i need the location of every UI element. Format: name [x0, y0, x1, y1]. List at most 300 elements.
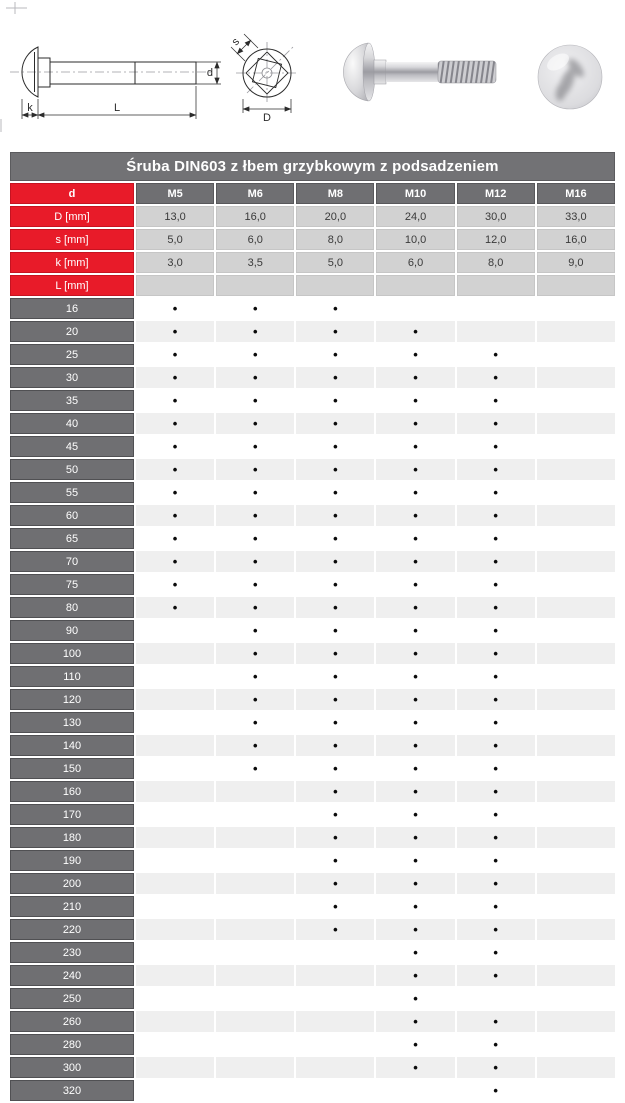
length-value-label: 90: [10, 620, 134, 641]
length-row: [10, 689, 615, 710]
length-row: [10, 1034, 615, 1055]
availability-empty: [537, 1011, 615, 1032]
availability-empty: [136, 758, 214, 779]
availability-dot: •: [296, 321, 374, 342]
dimension-row-label: k [mm]: [10, 252, 134, 273]
availability-dot: •: [136, 298, 214, 319]
availability-dot: •: [216, 574, 294, 595]
photo-square-neck: [374, 60, 386, 84]
availability-empty: [537, 758, 615, 779]
availability-dot: •: [296, 712, 374, 733]
availability-empty: [136, 896, 214, 917]
availability-dot: •: [296, 896, 374, 917]
length-value-label: 260: [10, 1011, 134, 1032]
availability-empty: [296, 1080, 374, 1101]
square-neck: [38, 58, 50, 87]
length-row: [10, 551, 615, 572]
availability-empty: [136, 735, 214, 756]
availability-dot: •: [457, 482, 535, 503]
availability-empty: [216, 988, 294, 1009]
availability-dot: •: [296, 505, 374, 526]
availability-dot: •: [216, 735, 294, 756]
availability-dot: •: [136, 551, 214, 572]
availability-dot: •: [216, 505, 294, 526]
availability-dot: •: [457, 712, 535, 733]
product-photos: [320, 0, 625, 148]
dimension-value: 16,0: [537, 229, 615, 250]
availability-empty: [537, 436, 615, 457]
length-value-label: 190: [10, 850, 134, 871]
spec-table: [8, 150, 617, 1103]
availability-dot: •: [457, 942, 535, 963]
dimension-value: 20,0: [296, 206, 374, 227]
availability-empty: [136, 643, 214, 664]
length-row: [10, 459, 615, 480]
availability-dot: •: [376, 597, 454, 618]
size-column-header: M5: [136, 183, 214, 204]
dimension-value: 6,0: [376, 252, 454, 273]
availability-empty: [296, 1034, 374, 1055]
length-row: [10, 919, 615, 940]
product-images-strip: [0, 0, 625, 148]
availability-dot: •: [457, 1057, 535, 1078]
availability-dot: •: [216, 436, 294, 457]
availability-dot: •: [457, 367, 535, 388]
availability-dot: •: [216, 666, 294, 687]
availability-dot: •: [376, 1011, 454, 1032]
availability-dot: •: [457, 896, 535, 917]
availability-dot: •: [296, 597, 374, 618]
availability-dot: •: [296, 804, 374, 825]
availability-dot: •: [376, 505, 454, 526]
availability-dot: •: [296, 919, 374, 940]
length-value-label: 250: [10, 988, 134, 1009]
length-value-label: 120: [10, 689, 134, 710]
availability-dot: •: [376, 551, 454, 572]
availability-empty: [136, 781, 214, 802]
availability-empty: [136, 712, 214, 733]
length-value-label: 200: [10, 873, 134, 894]
availability-empty: [216, 873, 294, 894]
length-value-label: 60: [10, 505, 134, 526]
availability-dot: •: [457, 666, 535, 687]
availability-dot: •: [376, 735, 454, 756]
length-row: [10, 896, 615, 917]
side-view-labels: [27, 67, 213, 114]
availability-dot: •: [296, 367, 374, 388]
availability-dot: •: [216, 390, 294, 411]
availability-empty: [537, 988, 615, 1009]
availability-empty: [537, 643, 615, 664]
availability-empty: [537, 942, 615, 963]
availability-dot: •: [457, 344, 535, 365]
length-value-label: 230: [10, 942, 134, 963]
length-unit-label: L [mm]: [10, 275, 134, 296]
dimension-value: 16,0: [216, 206, 294, 227]
dimension-value: 24,0: [376, 206, 454, 227]
bolt-shank: [50, 62, 196, 84]
dimension-value: 3,0: [136, 252, 214, 273]
availability-dot: •: [296, 827, 374, 848]
availability-dot: •: [457, 804, 535, 825]
length-row: [10, 574, 615, 595]
availability-dot: •: [216, 528, 294, 549]
availability-dot: •: [376, 1034, 454, 1055]
availability-empty: [136, 988, 214, 1009]
availability-empty: [136, 965, 214, 986]
length-value-label: 280: [10, 1034, 134, 1055]
availability-empty: [537, 781, 615, 802]
dimension-value: 5,0: [296, 252, 374, 273]
availability-empty: [136, 620, 214, 641]
length-row: [10, 758, 615, 779]
photo-shank: [386, 62, 438, 82]
bolt-side-view: [10, 47, 212, 97]
availability-dot: •: [376, 689, 454, 710]
dimension-value: 5,0: [136, 229, 214, 250]
length-value-label: 220: [10, 919, 134, 940]
availability-dot: •: [457, 390, 535, 411]
length-row: [10, 321, 615, 342]
availability-dot: •: [376, 390, 454, 411]
availability-dot: •: [136, 528, 214, 549]
length-row: [10, 413, 615, 434]
availability-dot: •: [376, 781, 454, 802]
availability-dot: •: [216, 298, 294, 319]
availability-dot: •: [136, 597, 214, 618]
availability-empty: [216, 919, 294, 940]
availability-dot: •: [457, 528, 535, 549]
dimension-row: [10, 252, 615, 273]
availability-empty: [537, 574, 615, 595]
availability-dot: •: [216, 689, 294, 710]
availability-empty: [136, 1080, 214, 1101]
availability-dot: •: [216, 459, 294, 480]
availability-dot: •: [216, 712, 294, 733]
availability-dot: •: [376, 896, 454, 917]
dimension-value: 6,0: [216, 229, 294, 250]
availability-empty: [136, 804, 214, 825]
availability-dot: •: [457, 1011, 535, 1032]
bolt-head-photo: [538, 45, 602, 109]
length-row: [10, 942, 615, 963]
availability-empty: [537, 712, 615, 733]
availability-dot: •: [376, 367, 454, 388]
length-value-label: 140: [10, 735, 134, 756]
length-value-label: 300: [10, 1057, 134, 1078]
availability-dot: •: [296, 344, 374, 365]
availability-dot: •: [457, 643, 535, 664]
availability-dot: •: [216, 597, 294, 618]
availability-dot: •: [296, 459, 374, 480]
availability-empty: [136, 1057, 214, 1078]
availability-dot: •: [136, 413, 214, 434]
length-row: [10, 298, 615, 319]
dimension-value: 8,0: [296, 229, 374, 250]
availability-empty: [537, 482, 615, 503]
dimension-value: 33,0: [537, 206, 615, 227]
availability-dot: •: [376, 321, 454, 342]
availability-dot: •: [216, 367, 294, 388]
availability-dot: •: [376, 344, 454, 365]
availability-empty: [296, 988, 374, 1009]
availability-dot: •: [376, 827, 454, 848]
length-row: [10, 804, 615, 825]
availability-dot: •: [376, 1057, 454, 1078]
availability-empty: [537, 390, 615, 411]
availability-empty: [457, 298, 535, 319]
availability-empty: [537, 344, 615, 365]
availability-dot: •: [296, 482, 374, 503]
availability-dot: •: [376, 482, 454, 503]
availability-empty: [537, 965, 615, 986]
availability-empty: [537, 459, 615, 480]
availability-dot: •: [296, 551, 374, 572]
availability-dot: •: [457, 827, 535, 848]
availability-empty: [296, 1057, 374, 1078]
availability-dot: •: [376, 919, 454, 940]
availability-empty: [537, 528, 615, 549]
availability-dot: •: [376, 643, 454, 664]
length-row: [10, 712, 615, 733]
length-value-label: 80: [10, 597, 134, 618]
length-value-label: 16: [10, 298, 134, 319]
availability-dot: •: [376, 850, 454, 871]
availability-empty: [537, 620, 615, 641]
length-row: [10, 482, 615, 503]
availability-empty: [216, 942, 294, 963]
length-value-label: 130: [10, 712, 134, 733]
availability-empty: [296, 965, 374, 986]
length-unit-empty-cell: [136, 275, 214, 296]
availability-dot: •: [216, 482, 294, 503]
size-column-header: M6: [216, 183, 294, 204]
availability-empty: [136, 1034, 214, 1055]
availability-empty: [457, 321, 535, 342]
availability-dot: •: [457, 781, 535, 802]
availability-empty: [537, 896, 615, 917]
availability-dot: •: [376, 666, 454, 687]
availability-dot: •: [457, 551, 535, 572]
availability-dot: •: [457, 436, 535, 457]
availability-dot: •: [376, 988, 454, 1009]
availability-empty: [376, 1080, 454, 1101]
availability-dot: •: [136, 321, 214, 342]
availability-empty: [537, 413, 615, 434]
availability-dot: •: [136, 390, 214, 411]
dimension-row-label: s [mm]: [10, 229, 134, 250]
availability-dot: •: [376, 758, 454, 779]
size-column-header: M16: [537, 183, 615, 204]
length-value-label: 240: [10, 965, 134, 986]
frame-corner-marks: [1, 2, 27, 132]
dimension-value: 12,0: [457, 229, 535, 250]
availability-dot: •: [376, 413, 454, 434]
availability-dot: •: [216, 643, 294, 664]
availability-empty: [537, 919, 615, 940]
availability-dot: •: [296, 781, 374, 802]
availability-dot: •: [457, 459, 535, 480]
length-row: [10, 666, 615, 687]
availability-empty: [136, 942, 214, 963]
length-row: [10, 436, 615, 457]
dimension-value: 9,0: [537, 252, 615, 273]
length-row: [10, 597, 615, 618]
availability-dot: •: [296, 735, 374, 756]
availability-dot: •: [136, 482, 214, 503]
availability-empty: [537, 505, 615, 526]
photo-head-brim: [363, 43, 375, 101]
availability-dot: •: [376, 436, 454, 457]
length-value-label: 70: [10, 551, 134, 572]
availability-dot: •: [457, 965, 535, 986]
availability-empty: [216, 804, 294, 825]
dim-label-k: k: [27, 102, 33, 114]
length-row: [10, 827, 615, 848]
availability-empty: [136, 1011, 214, 1032]
length-value-label: 170: [10, 804, 134, 825]
availability-empty: [537, 1080, 615, 1101]
availability-dot: •: [376, 574, 454, 595]
availability-dot: •: [216, 620, 294, 641]
availability-empty: [537, 597, 615, 618]
availability-empty: [216, 1080, 294, 1101]
dimension-value: 30,0: [457, 206, 535, 227]
length-value-label: 20: [10, 321, 134, 342]
availability-dot: •: [296, 574, 374, 595]
length-row: [10, 643, 615, 664]
availability-dot: •: [136, 505, 214, 526]
length-unit-row: [10, 275, 615, 296]
availability-dot: •: [376, 965, 454, 986]
length-row: [10, 367, 615, 388]
length-row: [10, 1057, 615, 1078]
availability-dot: •: [296, 528, 374, 549]
length-value-label: 110: [10, 666, 134, 687]
dim-label-s: s: [229, 35, 243, 49]
availability-dot: •: [457, 689, 535, 710]
availability-dot: •: [296, 873, 374, 894]
availability-dot: •: [376, 712, 454, 733]
availability-dot: •: [136, 436, 214, 457]
availability-empty: [296, 1011, 374, 1032]
length-value-label: 160: [10, 781, 134, 802]
bolt-photo: [343, 43, 496, 101]
availability-empty: [537, 735, 615, 756]
availability-dot: •: [216, 344, 294, 365]
size-column-header: M8: [296, 183, 374, 204]
availability-dot: •: [136, 459, 214, 480]
top-view-centerlines: [236, 42, 298, 104]
side-view-dimensions: [22, 62, 221, 119]
availability-dot: •: [457, 873, 535, 894]
length-row: [10, 390, 615, 411]
availability-empty: [537, 873, 615, 894]
availability-empty: [296, 942, 374, 963]
length-value-label: 30: [10, 367, 134, 388]
availability-dot: •: [216, 413, 294, 434]
availability-empty: [537, 551, 615, 572]
availability-dot: •: [457, 620, 535, 641]
availability-dot: •: [296, 436, 374, 457]
length-value-label: 55: [10, 482, 134, 503]
availability-empty: [216, 781, 294, 802]
availability-dot: •: [216, 758, 294, 779]
dimension-row: [10, 206, 615, 227]
availability-dot: •: [376, 804, 454, 825]
dimension-value: 13,0: [136, 206, 214, 227]
length-rows: [10, 298, 615, 1101]
length-unit-empty-cell: [537, 275, 615, 296]
availability-dot: •: [457, 574, 535, 595]
length-unit-empty-cell: [296, 275, 374, 296]
technical-drawing: [0, 0, 320, 148]
availability-empty: [537, 689, 615, 710]
availability-empty: [216, 827, 294, 848]
availability-empty: [136, 689, 214, 710]
dim-label-d: d: [206, 67, 213, 79]
availability-dot: •: [136, 574, 214, 595]
availability-empty: [376, 298, 454, 319]
availability-dot: •: [136, 367, 214, 388]
length-unit-empty-cell: [376, 275, 454, 296]
size-header-row: [10, 183, 615, 204]
length-value-label: 65: [10, 528, 134, 549]
length-row: [10, 988, 615, 1009]
availability-dot: •: [457, 1034, 535, 1055]
availability-dot: •: [457, 1080, 535, 1101]
length-unit-empty-cell: [457, 275, 535, 296]
dimension-row-label: D [mm]: [10, 206, 134, 227]
length-row: [10, 505, 615, 526]
availability-empty: [136, 850, 214, 871]
availability-dot: •: [376, 620, 454, 641]
availability-empty: [136, 873, 214, 894]
availability-empty: [537, 804, 615, 825]
length-value-label: 25: [10, 344, 134, 365]
length-row: [10, 965, 615, 986]
dimension-value: 8,0: [457, 252, 535, 273]
length-value-label: 180: [10, 827, 134, 848]
availability-empty: [216, 1034, 294, 1055]
availability-empty: [136, 666, 214, 687]
availability-empty: [537, 321, 615, 342]
title-row: [10, 152, 615, 181]
availability-empty: [216, 896, 294, 917]
length-value-label: 40: [10, 413, 134, 434]
availability-empty: [216, 1011, 294, 1032]
availability-empty: [457, 988, 535, 1009]
availability-dot: •: [457, 413, 535, 434]
availability-dot: •: [457, 597, 535, 618]
availability-empty: [537, 298, 615, 319]
length-value-label: 150: [10, 758, 134, 779]
size-column-header: M12: [457, 183, 535, 204]
size-column-header: M10: [376, 183, 454, 204]
availability-empty: [216, 850, 294, 871]
availability-empty: [136, 827, 214, 848]
availability-empty: [136, 919, 214, 940]
availability-dot: •: [216, 321, 294, 342]
length-value-label: 45: [10, 436, 134, 457]
availability-empty: [537, 1057, 615, 1078]
availability-dot: •: [296, 643, 374, 664]
availability-dot: •: [457, 919, 535, 940]
availability-dot: •: [296, 850, 374, 871]
availability-dot: •: [376, 459, 454, 480]
length-value-label: 320: [10, 1080, 134, 1101]
availability-empty: [216, 965, 294, 986]
